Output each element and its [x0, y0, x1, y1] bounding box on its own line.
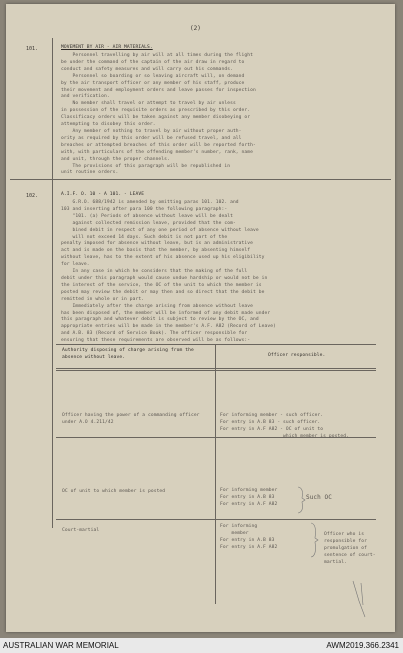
table-header-responsible: Officer responsible. [268, 353, 326, 358]
text-line: G.R.O. 688/1942 is amended by omitting paras 101. 102. and [61, 200, 239, 205]
text-line: For entry in A.F A82 - OC of unit to [220, 426, 324, 432]
table-header-authority: Authority disposing of charge arising from the absence without leave. [62, 348, 194, 360]
text-line: and unit, through the proper channels. [61, 156, 170, 162]
text-line: In any case in which he considers that the making of the full [61, 269, 248, 275]
text-line: conduct and safety measures and will carry out his commands. [61, 66, 233, 72]
text-line: bined debit in respect of any one period of absence without leave [61, 227, 259, 233]
text-line: No member shall travel or attempt to travel by air unless [61, 101, 236, 107]
text-line: For entry in A.B 83 [220, 494, 275, 500]
text-line: For informing [220, 524, 258, 529]
text-line: will not exceed 14 days. Such debit is not part of the [61, 234, 228, 240]
text-line: For entry in A.B 83 [220, 537, 275, 543]
margin-rule [52, 38, 53, 528]
text-line: and A.B. 83 (Record of Service Book). The officer responsible for [61, 331, 248, 337]
text-line: this paragraph and whatever debit is subject to review by the OC, and [61, 317, 259, 323]
text-line: their movement and employment orders and leave passes for inspection [61, 87, 256, 93]
footer-institution: AUSTRALIAN WAR MEMORIAL [3, 641, 119, 650]
text-line: 103 and inserting after para 100 the following paragraph:- [61, 206, 228, 212]
brace-mark [296, 486, 306, 514]
text-line: debit under this paragraph would cause undue hardship or would not be in [61, 275, 268, 281]
text-line: unit routine orders. [61, 170, 119, 176]
text-line: appropriate entries will be made in the member's A.F. A82 (Record of Leave) [61, 324, 276, 330]
table-row-2-responsible [220, 488, 277, 509]
text-line: without leave, has to the extent of his absence used up his eligibility [61, 255, 265, 261]
section-title-101: MOVEMENT BY AIR - AIR MATERIALS. [61, 45, 153, 50]
text-line: with, with particulars of the offending member's number, rank, name [61, 149, 253, 155]
table-row-3-authority: Court-martial [62, 528, 100, 533]
table-row-3-aside: Officer who is responsible for promulgation of sentence of court-martial. [324, 532, 376, 565]
text-line: member [220, 530, 249, 536]
text-line: for leave. [61, 262, 90, 268]
table-row-2-aside: Such OC [306, 494, 332, 501]
text-line: against collected remission leave, provided that the com- [61, 220, 236, 226]
table-row-1-responsible [220, 413, 349, 441]
document-page [6, 4, 395, 632]
text-line: in possession of the requisite orders as prescribed by this order. [61, 108, 251, 114]
text-line: act and is made on the basis that the member, by absenting himself [61, 248, 251, 254]
footer-bar [0, 638, 403, 653]
text-line: Any member of nothing to travel by air without proper auth- [61, 128, 242, 134]
text-line: penalty imposed for absence without leave, but is an administrative [61, 241, 253, 247]
brace-mark [309, 522, 319, 558]
table-row-2-authority: OC of unit to which member is posted [62, 489, 166, 494]
text-line: For entry in A.F A82 [220, 501, 278, 507]
text-line: be under the command of the captain of the air draw in regard to [61, 59, 245, 65]
text-line: attempting to disobey this order. [61, 122, 156, 128]
text-line: ensuring that these requirements are observed will be as follows:- [61, 338, 251, 344]
table-row-1-authority: Officer having the power of a commanding officer under A.O 4.211/42 [62, 413, 200, 425]
text-line: posted may review the debit or may then and so direct that the debit be [61, 289, 265, 295]
text-line: the interest of the service, the OC of the unit to which the member is [61, 282, 262, 288]
text-line: Classificacy orders will be taken against any member disobeying or [61, 115, 251, 121]
text-line: remitted in whole or in part. [61, 296, 145, 302]
section-title-102: A.I.F. O. 10 - A 101. - LEAVE [61, 192, 145, 197]
section-body-102 [61, 200, 276, 345]
section-number-102: 102. [26, 193, 39, 199]
text-line: and verification. [61, 94, 110, 100]
section-body-101 [61, 53, 256, 177]
pencil-mark [351, 579, 371, 619]
text-line: For entry in A.F A82 [220, 544, 278, 550]
text-line: For entry in A.B 83 - such officer. [220, 419, 321, 425]
text-line: For informing member - such officer. [220, 413, 324, 418]
footer-accession-number: AWM2019.366.2341 [326, 641, 399, 650]
page-number: (2) [190, 25, 201, 32]
text-line: The provisions of this paragraph will be republished in [61, 163, 231, 169]
section-divider [10, 179, 391, 180]
text-line: Personnel so boarding or so leaving aircraft will, on demand [61, 73, 245, 79]
text-line: "101. (a) Periods of absence without leave will be dealt [61, 213, 233, 219]
text-line: ority as required by this order will be refused travel, and all [61, 135, 242, 141]
table-row-3-responsible [220, 524, 277, 552]
text-line: Personnel travelling by air will at all times during the flight [61, 53, 253, 58]
text-line: For informing member [220, 488, 278, 493]
text-line: breaches or attempted breaches of this order will be reported forth- [61, 142, 256, 148]
text-line: which member is posted. [220, 433, 349, 439]
section-number-101: 101. [26, 46, 39, 52]
text-line: by the air transport officer or any member of his staff, produce [61, 80, 245, 86]
text-line: has been disposed of, the member will be informed of any debit made under [61, 310, 271, 316]
text-line: Immediately after the charge arising from absence without leave [61, 303, 253, 309]
